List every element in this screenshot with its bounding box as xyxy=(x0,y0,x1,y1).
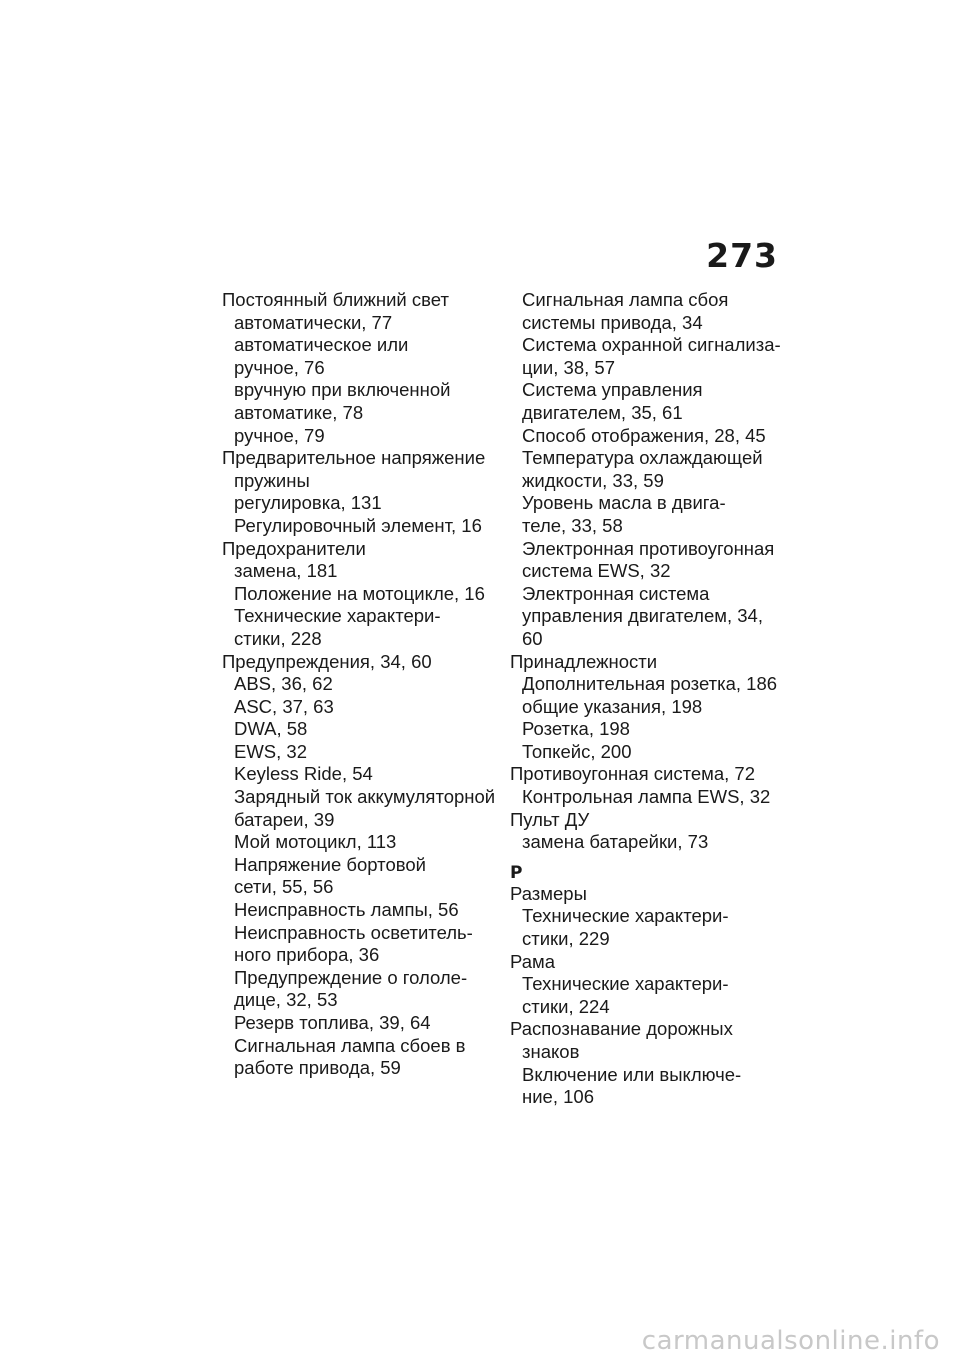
index-entry: Размеры xyxy=(510,882,587,904)
index-subentry: Неисправность лампы, 56 xyxy=(234,899,459,921)
index-subentry: автоматике, 78 xyxy=(234,401,364,423)
index-subentry: сети, 55, 56 xyxy=(234,876,334,898)
index-subentry: стики, 224 xyxy=(522,995,610,1017)
index-subentry: EWS, 32 xyxy=(234,740,307,762)
watermark: carmanualsonline.info xyxy=(641,1326,940,1356)
index-subentry: Контрольная лампа EWS, 32 xyxy=(522,786,771,808)
index-subentry: Система управления xyxy=(522,379,703,401)
index-subentry: Уровень масла в двига- xyxy=(522,492,726,514)
index-entry: Предупреждения, 34, 60 xyxy=(222,650,432,672)
index-subentry: Сигнальная лампа сбоя xyxy=(522,289,729,310)
index-subentry: DWA, 58 xyxy=(234,718,308,740)
index-subentry: замена батарейки, 73 xyxy=(522,831,709,853)
index-subentry: Зарядный ток аккумуляторной xyxy=(234,786,496,808)
index-subentry: пружины xyxy=(234,469,310,491)
index-subentry: Топкейс, 200 xyxy=(522,740,632,762)
index-subentry: знаков xyxy=(522,1041,580,1062)
index-subentry: Температура охлаждающей xyxy=(522,447,763,469)
index-entry: Предохранители xyxy=(222,537,366,559)
index-subentry: Технические характери- xyxy=(522,905,729,927)
index-subentry: ции, 38, 57 xyxy=(522,356,615,378)
index-subentry: стики, 229 xyxy=(522,928,610,950)
index-subentry: Розетка, 198 xyxy=(522,718,630,740)
index-subentry: Мой мотоцикл, 113 xyxy=(234,831,397,853)
index-subentry: Способ отображения, 28, 45 xyxy=(522,424,766,446)
index-entry: Постоянный ближний свет xyxy=(222,289,449,310)
index-entry: Противоугонная система, 72 xyxy=(510,763,755,785)
index-subentry: ние, 106 xyxy=(522,1086,594,1108)
index-subentry: Регулировочный элемент, 16 xyxy=(234,514,482,536)
page-number: 273 xyxy=(706,236,778,275)
index-letter-heading: Р xyxy=(510,862,523,883)
index-subentry: регулировка, 131 xyxy=(234,492,382,514)
index-subentry: Электронная система xyxy=(522,582,710,604)
index-subentry: ручное, 76 xyxy=(234,356,325,378)
index-subentry: замена, 181 xyxy=(234,560,338,582)
index-subentry: системы привода, 34 xyxy=(522,311,703,333)
index-subentry: автоматически, 77 xyxy=(234,311,393,333)
index-subentry: ручное, 79 xyxy=(234,424,325,446)
index-subentry: теле, 33, 58 xyxy=(522,514,623,536)
index-entry: Предварительное напряжение xyxy=(222,447,486,469)
index-subentry: Технические характери- xyxy=(522,973,729,995)
index-column-left xyxy=(222,289,500,1080)
index-subentry: Электронная противоугонная xyxy=(522,537,775,559)
index-subentry: Включение или выключе- xyxy=(522,1063,742,1085)
index-entry: Рама xyxy=(510,950,556,972)
index-subentry: Резерв топлива, 39, 64 xyxy=(234,1012,431,1033)
index-subentry: ASC, 37, 63 xyxy=(234,695,334,717)
index-entry: Принадлежности xyxy=(510,650,658,672)
index-entry: Пульт ДУ xyxy=(510,808,590,830)
index-subentry: дице, 32, 53 xyxy=(234,989,338,1011)
index-subentry: Сигнальная лампа сбоев в xyxy=(234,1034,466,1056)
index-subentry: жидкости, 33, 59 xyxy=(522,469,664,491)
index-subentry: Неисправность осветитель- xyxy=(234,921,473,943)
index-subentry: двигателем, 35, 61 xyxy=(522,401,683,423)
index-subentry: Технические характери- xyxy=(234,605,441,627)
index-subentry: управления двигателем, 34, xyxy=(522,605,763,627)
index-subentry: автоматическое или xyxy=(234,334,409,356)
index-subentry: Дополнительная розетка, 186 xyxy=(522,673,778,695)
index-subentry: Keyless Ride, 54 xyxy=(234,763,373,785)
index-entry: Распознавание дорожных xyxy=(510,1018,733,1040)
index-subentry: общие указания, 198 xyxy=(522,695,703,717)
index-subentry: ного прибора, 36 xyxy=(234,944,380,966)
index-subentry: Система охранной сигнализа- xyxy=(522,334,781,356)
index-subentry: ABS, 36, 62 xyxy=(234,673,333,695)
index-subentry: Предупреждение о гололе- xyxy=(234,966,468,988)
index-subentry: работе привода, 59 xyxy=(234,1057,401,1079)
index-subentry: Положение на мотоцикле, 16 xyxy=(234,582,485,604)
index-subentry: стики, 228 xyxy=(234,627,322,649)
index-subentry: вручную при включенной xyxy=(234,379,451,401)
index-subentry: 60 xyxy=(522,627,543,649)
index-subentry: система EWS, 32 xyxy=(522,560,671,582)
index-subentry: батареи, 39 xyxy=(234,808,335,830)
index-column-right xyxy=(510,289,788,1109)
index-subentry: Напряжение бортовой xyxy=(234,853,426,875)
